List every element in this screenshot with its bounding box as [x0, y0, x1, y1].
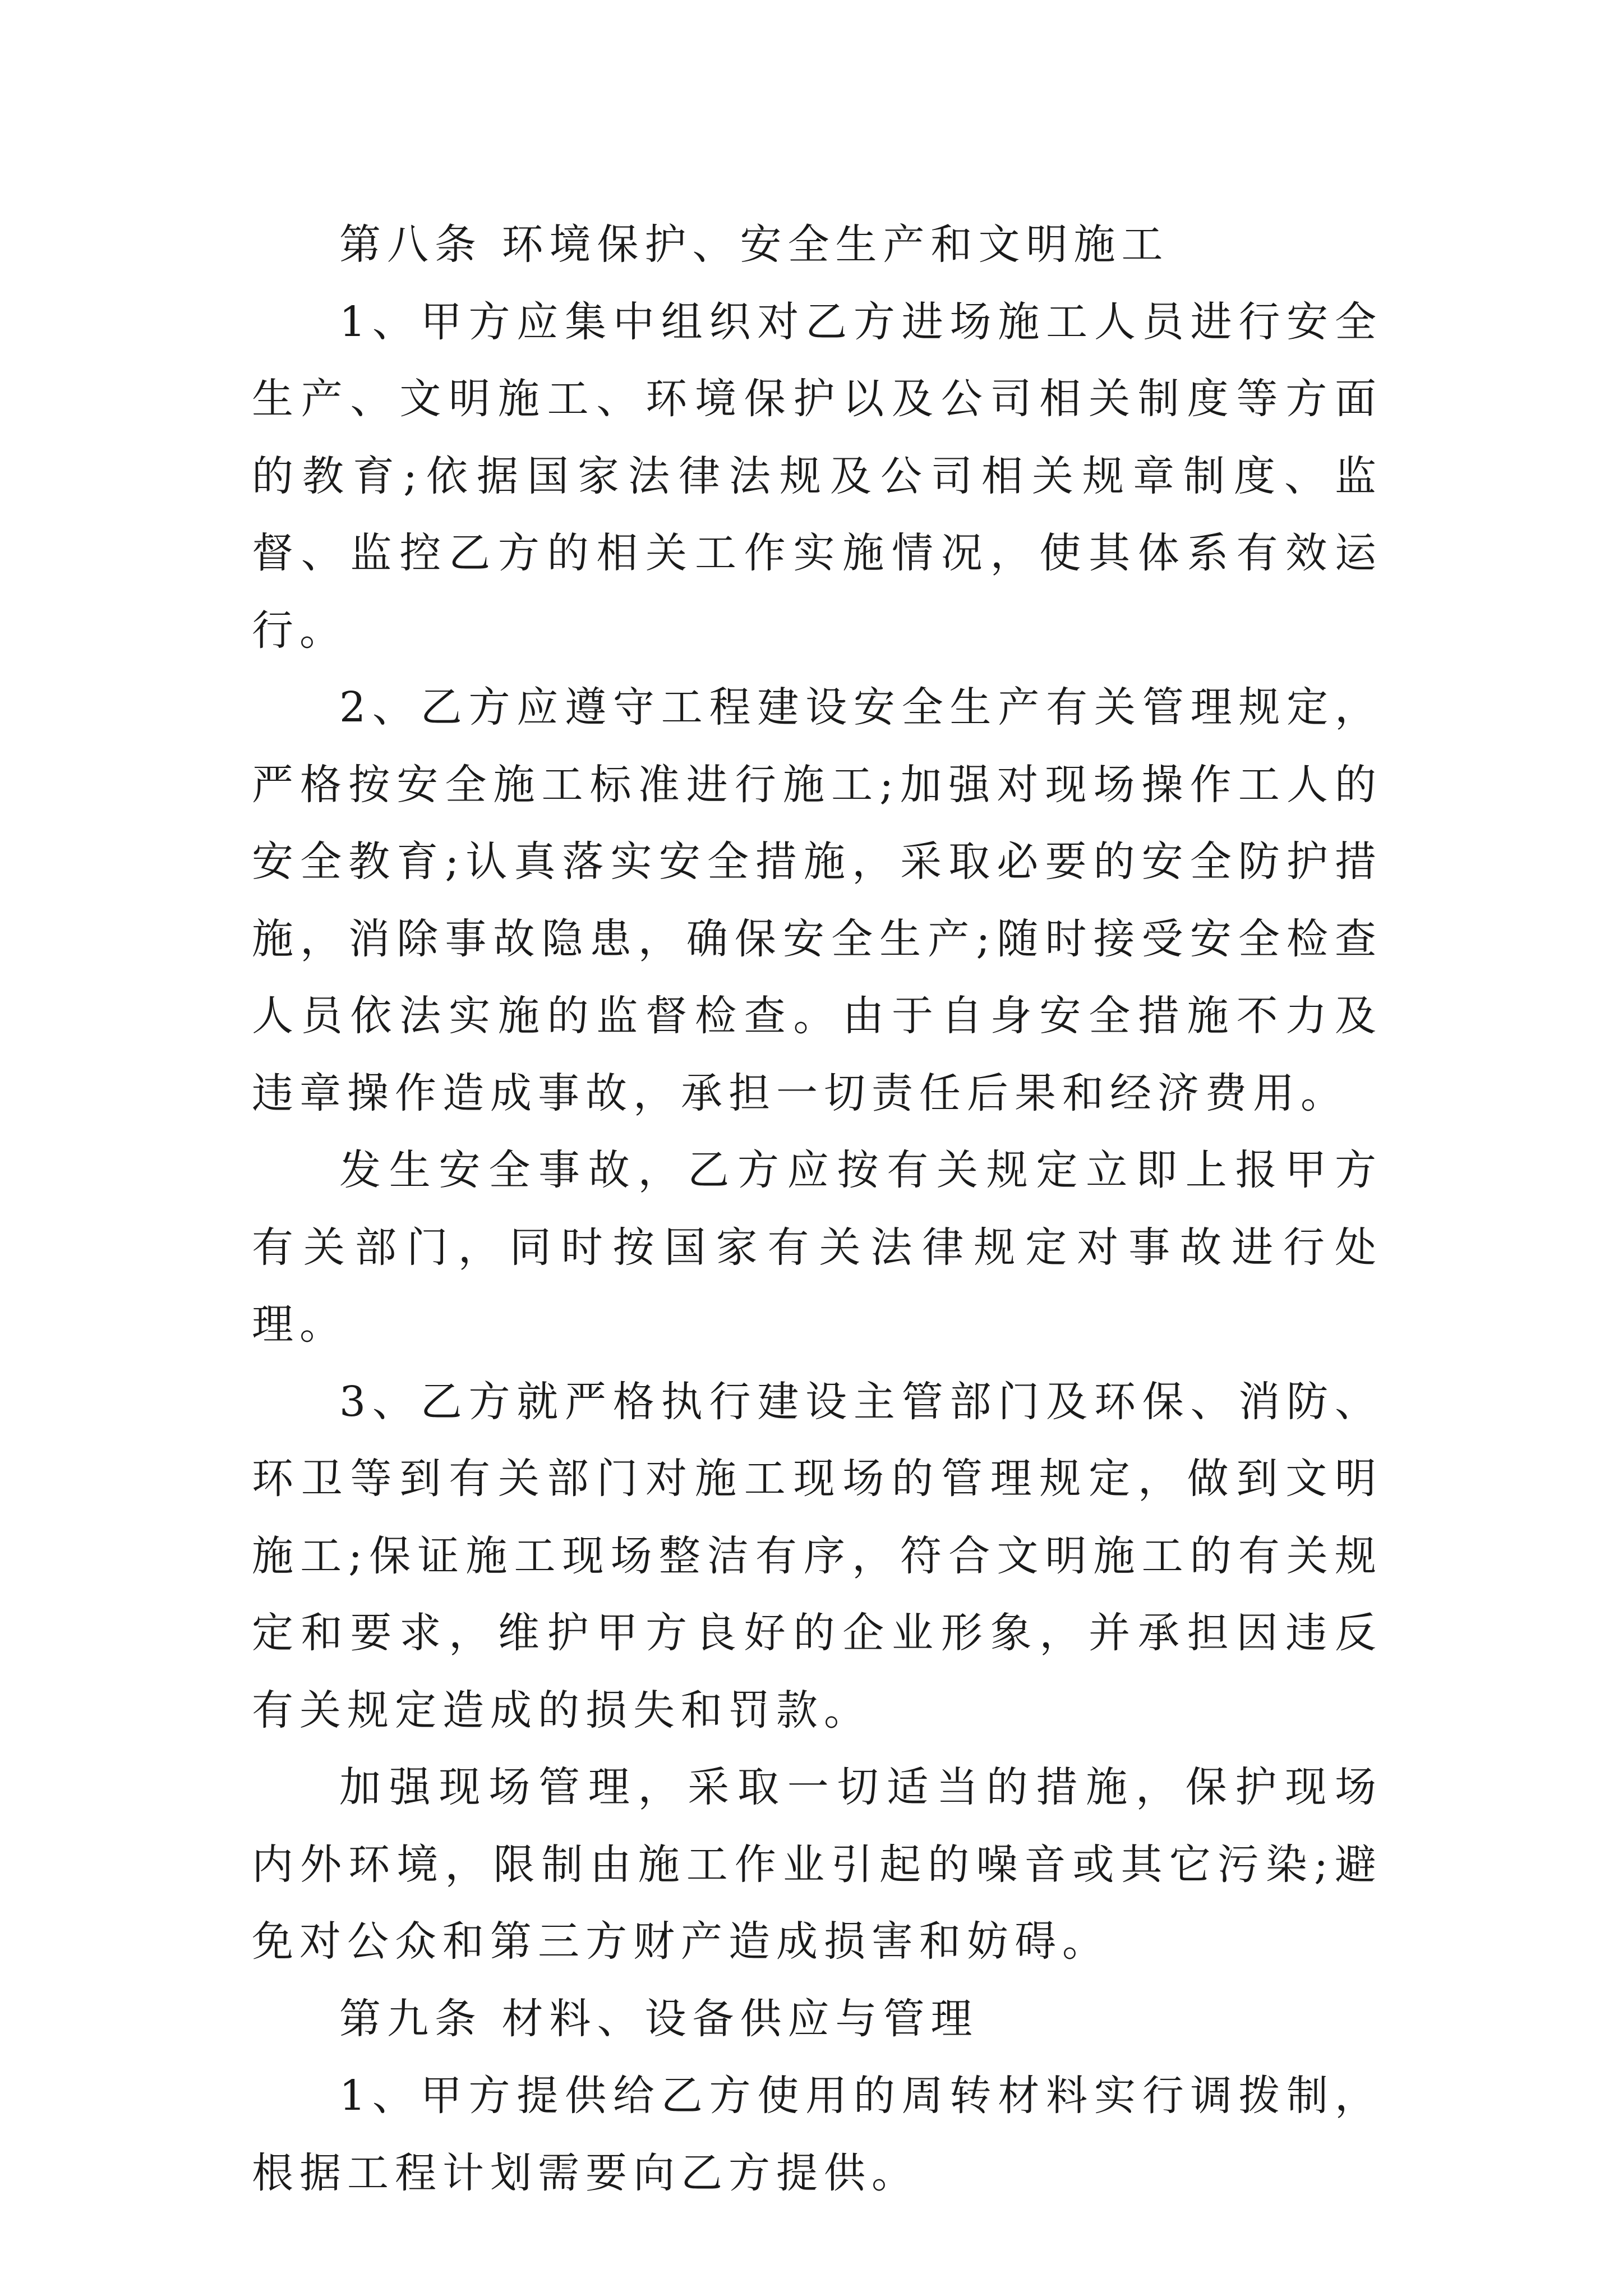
article-8-clause-2-accident-report: 发生安全事故，乙方应按有关规定立即上报甲方有关部门，同时按国家有关法律规定对事故进行处理。 [252, 1146, 1382, 1349]
article-8-clause-3-site-management: 加强现场管理，采取一切适当的措施，保护现场内外环境，限制由施工作业引起的噪音或其它污染;避免对公众和第三方财产造成损害和妨碍。 [252, 1763, 1382, 1966]
document-body [252, 206, 1382, 2212]
article-8-clause-2: 2、乙方应遵守工程建设安全生产有关管理规定，严格按安全施工标准进行施工;加强对现场操作工人的安全教育;认真落实安全措施，采取必要的安全防护措施，消除事故隐患，确保安全生产;随时接受安全检查人员依法实施的监督检查。由于自身安全措施不力及违章操作造成事故，承担一切责任后果和经济费用。 [252, 683, 1382, 1117]
article-9-clause-1: 1、甲方提供给乙方使用的周转材料实行调拨制，根据工程计划需要向乙方提供。 [252, 2072, 1382, 2197]
article-9-heading: 第九条 材料、设备供应与管理 [339, 1994, 979, 2043]
article-8-heading: 第八条 环境保护、安全生产和文明施工 [339, 220, 1169, 269]
article-8-clause-1: 1、甲方应集中组织对乙方进场施工人员进行安全生产、文明施工、环境保护以及公司相关制度等方面的教育;依据国家法律法规及公司相关规章制度、监督、监控乙方的相关工作实施情况，使其体系有效运行。 [252, 297, 1382, 655]
article-8-clause-3: 3、乙方就严格执行建设主管部门及环保、消防、环卫等到有关部门对施工现场的管理规定，做到文明施工;保证施工现场整洁有序，符合文明施工的有关规定和要求，维护甲方良好的企业形象，并承担因违反有关规定造成的损失和罚款。 [252, 1377, 1382, 1734]
